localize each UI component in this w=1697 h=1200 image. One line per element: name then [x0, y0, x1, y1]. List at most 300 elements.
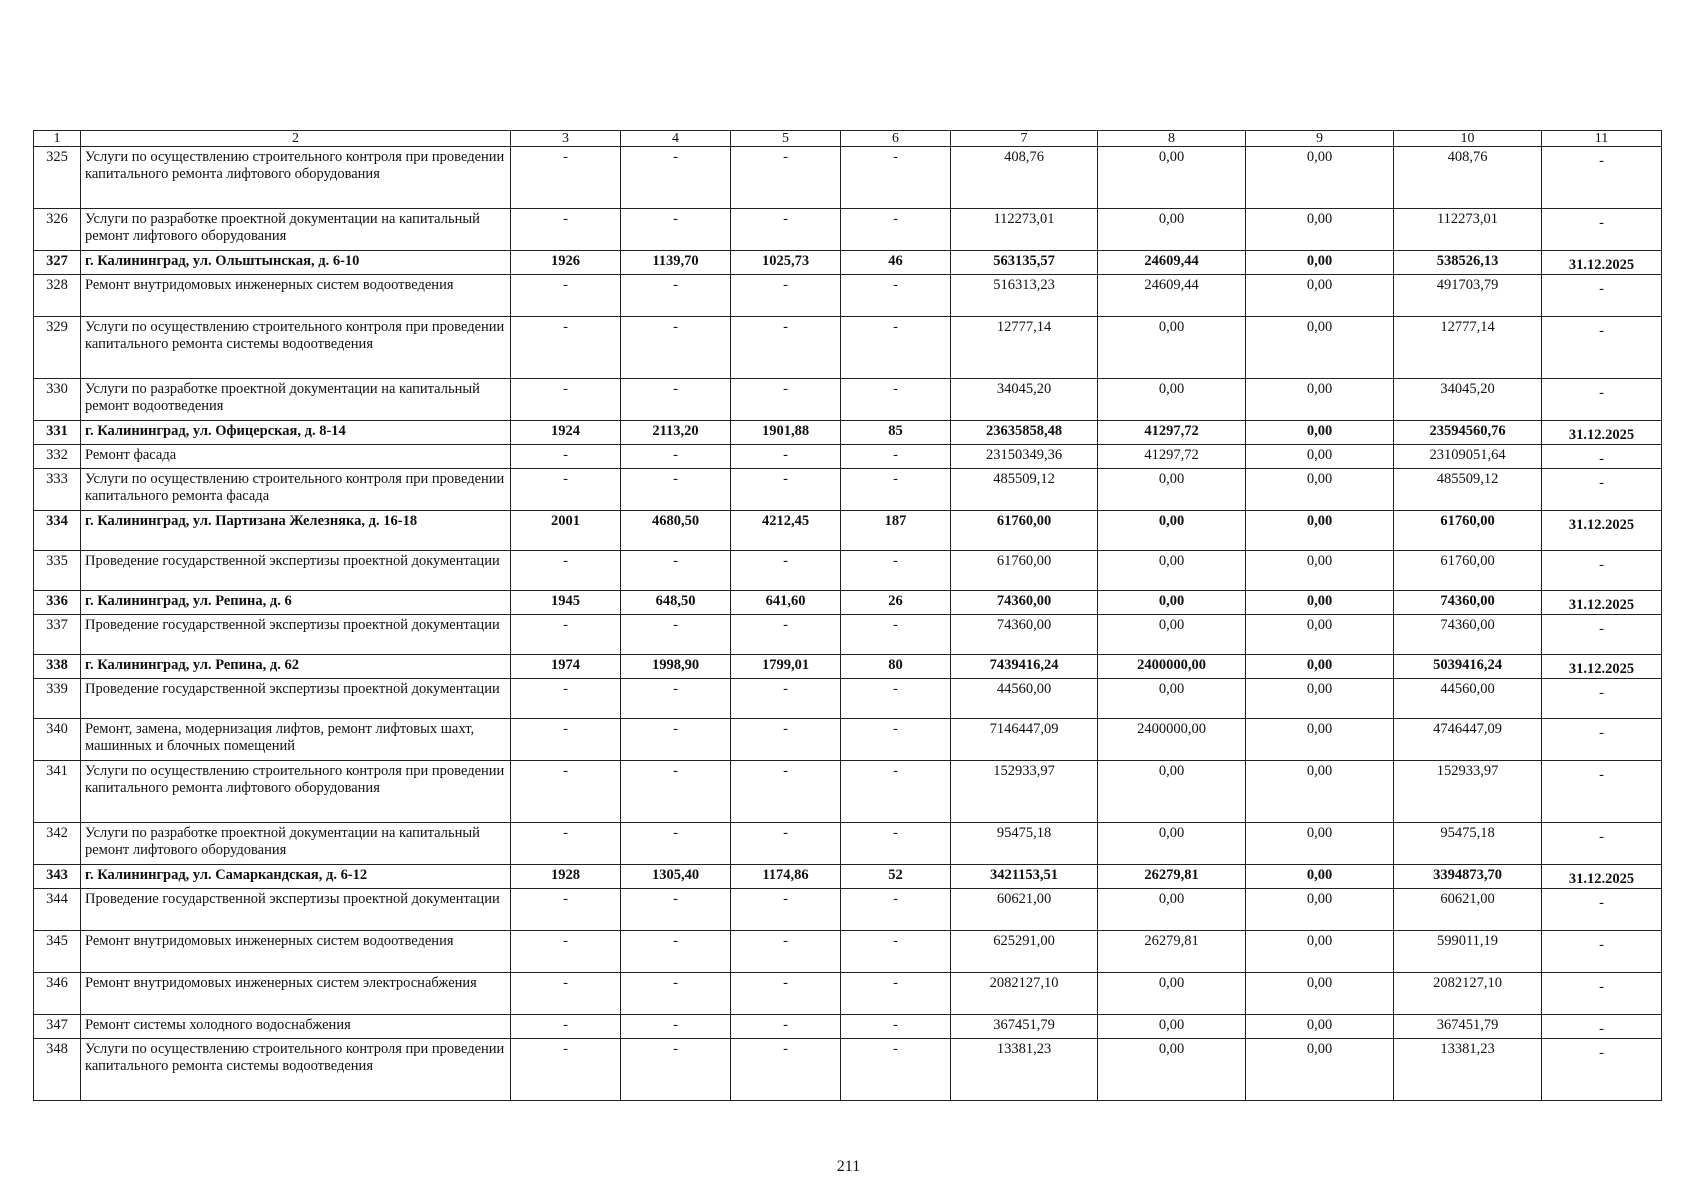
- residents-cell: -: [841, 615, 951, 655]
- living-area-cell: -: [731, 719, 841, 761]
- residents-cell: -: [841, 761, 951, 823]
- table-row: [34, 1015, 1662, 1039]
- residents-cell: -: [841, 719, 951, 761]
- residents-cell: -: [841, 889, 951, 931]
- balance-cell: 152933,97: [1394, 761, 1542, 823]
- column-header: 8: [1098, 131, 1246, 147]
- area-cell: -: [621, 615, 731, 655]
- residents-cell: -: [841, 973, 951, 1015]
- funds-cell: 0,00: [1098, 1015, 1246, 1039]
- other-funds-cell: 0,00: [1246, 973, 1394, 1015]
- deadline-cell: -: [1542, 823, 1662, 865]
- residents-cell: -: [841, 147, 951, 209]
- living-area-cell: -: [731, 147, 841, 209]
- column-header: 2: [81, 131, 511, 147]
- year-cell: -: [511, 679, 621, 719]
- table-row: [34, 551, 1662, 591]
- other-funds-cell: 0,00: [1246, 469, 1394, 511]
- balance-cell: 408,76: [1394, 147, 1542, 209]
- row-number-cell: 325: [34, 147, 81, 209]
- funds-cell: 0,00: [1098, 973, 1246, 1015]
- description-cell: Услуги по разработке проектной документации на капитальный ремонт водоотведения: [81, 379, 511, 421]
- year-cell: -: [511, 469, 621, 511]
- area-cell: 2113,20: [621, 421, 731, 445]
- balance-cell: 34045,20: [1394, 379, 1542, 421]
- funds-cell: 41297,72: [1098, 421, 1246, 445]
- row-number-cell: 348: [34, 1039, 81, 1101]
- table-body: [34, 147, 1662, 1101]
- row-number-cell: 344: [34, 889, 81, 931]
- deadline-cell: -: [1542, 1039, 1662, 1101]
- other-funds-cell: 0,00: [1246, 823, 1394, 865]
- deadline-cell: -: [1542, 147, 1662, 209]
- description-cell: Услуги по осуществлению строительного контроля при проведении капитального ремонта лифтового оборудования: [81, 147, 511, 209]
- row-number-cell: 338: [34, 655, 81, 679]
- total-cost-cell: 23635858,48: [951, 421, 1098, 445]
- deadline-cell: -: [1542, 931, 1662, 973]
- total-cost-cell: 485509,12: [951, 469, 1098, 511]
- row-number-cell: 330: [34, 379, 81, 421]
- area-cell: -: [621, 823, 731, 865]
- table-row: [34, 865, 1662, 889]
- area-cell: 4680,50: [621, 511, 731, 551]
- living-area-cell: -: [731, 1015, 841, 1039]
- deadline-cell: 31.12.2025: [1542, 655, 1662, 679]
- description-cell: Услуги по осуществлению строительного контроля при проведении капитального ремонта фасада: [81, 469, 511, 511]
- other-funds-cell: 0,00: [1246, 679, 1394, 719]
- table-row: [34, 719, 1662, 761]
- column-header: 6: [841, 131, 951, 147]
- other-funds-cell: 0,00: [1246, 209, 1394, 251]
- area-cell: -: [621, 761, 731, 823]
- total-cost-cell: 516313,23: [951, 275, 1098, 317]
- other-funds-cell: 0,00: [1246, 591, 1394, 615]
- funds-cell: 26279,81: [1098, 931, 1246, 973]
- living-area-cell: -: [731, 931, 841, 973]
- residents-cell: -: [841, 469, 951, 511]
- living-area-cell: -: [731, 379, 841, 421]
- funds-cell: 0,00: [1098, 469, 1246, 511]
- funds-cell: 0,00: [1098, 511, 1246, 551]
- row-number-cell: 343: [34, 865, 81, 889]
- table-row: [34, 421, 1662, 445]
- area-cell: -: [621, 445, 731, 469]
- year-cell: 1974: [511, 655, 621, 679]
- living-area-cell: -: [731, 679, 841, 719]
- other-funds-cell: 0,00: [1246, 719, 1394, 761]
- balance-cell: 4746447,09: [1394, 719, 1542, 761]
- funds-cell: 0,00: [1098, 379, 1246, 421]
- other-funds-cell: 0,00: [1246, 421, 1394, 445]
- funds-cell: 24609,44: [1098, 251, 1246, 275]
- deadline-cell: -: [1542, 615, 1662, 655]
- other-funds-cell: 0,00: [1246, 147, 1394, 209]
- living-area-cell: -: [731, 1039, 841, 1101]
- deadline-cell: -: [1542, 973, 1662, 1015]
- total-cost-cell: 367451,79: [951, 1015, 1098, 1039]
- residents-cell: -: [841, 1015, 951, 1039]
- table-row: [34, 511, 1662, 551]
- funds-cell: 0,00: [1098, 889, 1246, 931]
- row-number-cell: 346: [34, 973, 81, 1015]
- table-row: [34, 889, 1662, 931]
- total-cost-cell: 13381,23: [951, 1039, 1098, 1101]
- total-cost-cell: 625291,00: [951, 931, 1098, 973]
- description-cell: Ремонт внутридомовых инженерных систем водоотведения: [81, 931, 511, 973]
- description-cell: Ремонт фасада: [81, 445, 511, 469]
- deadline-cell: -: [1542, 275, 1662, 317]
- row-number-cell: 342: [34, 823, 81, 865]
- total-cost-cell: 7146447,09: [951, 719, 1098, 761]
- year-cell: -: [511, 719, 621, 761]
- funds-cell: 0,00: [1098, 1039, 1246, 1101]
- year-cell: -: [511, 275, 621, 317]
- area-cell: -: [621, 469, 731, 511]
- row-number-cell: 340: [34, 719, 81, 761]
- year-cell: -: [511, 1039, 621, 1101]
- residents-cell: -: [841, 209, 951, 251]
- row-number-cell: 331: [34, 421, 81, 445]
- area-cell: -: [621, 719, 731, 761]
- residents-cell: 26: [841, 591, 951, 615]
- funds-cell: 2400000,00: [1098, 719, 1246, 761]
- table-row: [34, 679, 1662, 719]
- description-cell: Ремонт внутридомовых инженерных систем электроснабжения: [81, 973, 511, 1015]
- funds-cell: 2400000,00: [1098, 655, 1246, 679]
- deadline-cell: -: [1542, 679, 1662, 719]
- table-row: [34, 931, 1662, 973]
- description-cell: Проведение государственной экспертизы проектной документации: [81, 679, 511, 719]
- balance-cell: 13381,23: [1394, 1039, 1542, 1101]
- row-number-cell: 333: [34, 469, 81, 511]
- living-area-cell: 4212,45: [731, 511, 841, 551]
- row-number-cell: 337: [34, 615, 81, 655]
- total-cost-cell: 61760,00: [951, 551, 1098, 591]
- year-cell: -: [511, 317, 621, 379]
- row-number-cell: 335: [34, 551, 81, 591]
- area-cell: -: [621, 147, 731, 209]
- funds-cell: 26279,81: [1098, 865, 1246, 889]
- area-cell: -: [621, 889, 731, 931]
- description-cell: г. Калининград, ул. Самаркандская, д. 6-12: [81, 865, 511, 889]
- description-cell: Услуги по осуществлению строительного контроля при проведении капитального ремонта лифтового оборудования: [81, 761, 511, 823]
- balance-cell: 61760,00: [1394, 551, 1542, 591]
- area-cell: -: [621, 1039, 731, 1101]
- other-funds-cell: 0,00: [1246, 275, 1394, 317]
- year-cell: -: [511, 823, 621, 865]
- column-header: 4: [621, 131, 731, 147]
- year-cell: -: [511, 761, 621, 823]
- document-sheet: [33, 130, 1661, 1101]
- table-row: [34, 591, 1662, 615]
- year-cell: -: [511, 889, 621, 931]
- total-cost-cell: 12777,14: [951, 317, 1098, 379]
- deadline-cell: -: [1542, 719, 1662, 761]
- deadline-cell: 31.12.2025: [1542, 421, 1662, 445]
- description-cell: Ремонт, замена, модернизация лифтов, ремонт лифтовых шахт, машинных и блочных помещений: [81, 719, 511, 761]
- table-row: [34, 275, 1662, 317]
- living-area-cell: 1799,01: [731, 655, 841, 679]
- total-cost-cell: 61760,00: [951, 511, 1098, 551]
- total-cost-cell: 95475,18: [951, 823, 1098, 865]
- table-row: [34, 379, 1662, 421]
- balance-cell: 95475,18: [1394, 823, 1542, 865]
- total-cost-cell: 563135,57: [951, 251, 1098, 275]
- total-cost-cell: 44560,00: [951, 679, 1098, 719]
- area-cell: -: [621, 973, 731, 1015]
- living-area-cell: -: [731, 823, 841, 865]
- balance-cell: 538526,13: [1394, 251, 1542, 275]
- balance-cell: 367451,79: [1394, 1015, 1542, 1039]
- description-cell: Услуги по разработке проектной документации на капитальный ремонт лифтового оборудования: [81, 209, 511, 251]
- total-cost-cell: 60621,00: [951, 889, 1098, 931]
- row-number-cell: 345: [34, 931, 81, 973]
- balance-cell: 491703,79: [1394, 275, 1542, 317]
- living-area-cell: -: [731, 209, 841, 251]
- funds-cell: 24609,44: [1098, 275, 1246, 317]
- other-funds-cell: 0,00: [1246, 551, 1394, 591]
- total-cost-cell: 23150349,36: [951, 445, 1098, 469]
- residents-cell: -: [841, 823, 951, 865]
- table-row: [34, 655, 1662, 679]
- living-area-cell: -: [731, 761, 841, 823]
- deadline-cell: 31.12.2025: [1542, 865, 1662, 889]
- residents-cell: 187: [841, 511, 951, 551]
- residents-cell: -: [841, 275, 951, 317]
- description-cell: г. Калининград, ул. Репина, д. 6: [81, 591, 511, 615]
- deadline-cell: -: [1542, 889, 1662, 931]
- row-number-cell: 327: [34, 251, 81, 275]
- other-funds-cell: 0,00: [1246, 655, 1394, 679]
- description-cell: г. Калининград, ул. Репина, д. 62: [81, 655, 511, 679]
- description-cell: Проведение государственной экспертизы проектной документации: [81, 889, 511, 931]
- area-cell: -: [621, 275, 731, 317]
- funds-cell: 0,00: [1098, 615, 1246, 655]
- living-area-cell: -: [731, 317, 841, 379]
- funds-cell: 0,00: [1098, 317, 1246, 379]
- row-number-cell: 339: [34, 679, 81, 719]
- area-cell: -: [621, 379, 731, 421]
- living-area-cell: 641,60: [731, 591, 841, 615]
- balance-cell: 3394873,70: [1394, 865, 1542, 889]
- total-cost-cell: 74360,00: [951, 615, 1098, 655]
- total-cost-cell: 3421153,51: [951, 865, 1098, 889]
- table-row: [34, 973, 1662, 1015]
- deadline-cell: -: [1542, 1015, 1662, 1039]
- other-funds-cell: 0,00: [1246, 511, 1394, 551]
- area-cell: -: [621, 931, 731, 973]
- year-cell: -: [511, 209, 621, 251]
- living-area-cell: -: [731, 889, 841, 931]
- area-cell: -: [621, 209, 731, 251]
- year-cell: 1945: [511, 591, 621, 615]
- area-cell: 1305,40: [621, 865, 731, 889]
- funds-cell: 0,00: [1098, 761, 1246, 823]
- residents-cell: -: [841, 679, 951, 719]
- year-cell: 1924: [511, 421, 621, 445]
- deadline-cell: -: [1542, 379, 1662, 421]
- year-cell: 1926: [511, 251, 621, 275]
- total-cost-cell: 74360,00: [951, 591, 1098, 615]
- residents-cell: 80: [841, 655, 951, 679]
- year-cell: -: [511, 615, 621, 655]
- year-cell: -: [511, 931, 621, 973]
- total-cost-cell: 34045,20: [951, 379, 1098, 421]
- funds-cell: 0,00: [1098, 209, 1246, 251]
- description-cell: г. Калининград, ул. Партизана Железняка, д. 16-18: [81, 511, 511, 551]
- balance-cell: 112273,01: [1394, 209, 1542, 251]
- row-number-cell: 328: [34, 275, 81, 317]
- other-funds-cell: 0,00: [1246, 889, 1394, 931]
- deadline-cell: 31.12.2025: [1542, 511, 1662, 551]
- living-area-cell: 1174,86: [731, 865, 841, 889]
- funds-cell: 0,00: [1098, 147, 1246, 209]
- living-area-cell: 1025,73: [731, 251, 841, 275]
- area-cell: -: [621, 1015, 731, 1039]
- deadline-cell: -: [1542, 761, 1662, 823]
- row-number-cell: 334: [34, 511, 81, 551]
- living-area-cell: -: [731, 973, 841, 1015]
- residents-cell: -: [841, 379, 951, 421]
- table-row: [34, 317, 1662, 379]
- residents-cell: -: [841, 317, 951, 379]
- year-cell: -: [511, 551, 621, 591]
- residents-cell: -: [841, 551, 951, 591]
- living-area-cell: -: [731, 615, 841, 655]
- living-area-cell: -: [731, 551, 841, 591]
- table-row: [34, 445, 1662, 469]
- balance-cell: 74360,00: [1394, 591, 1542, 615]
- funds-cell: 0,00: [1098, 551, 1246, 591]
- year-cell: -: [511, 1015, 621, 1039]
- data-table: [33, 130, 1662, 1101]
- row-number-cell: 332: [34, 445, 81, 469]
- total-cost-cell: 2082127,10: [951, 973, 1098, 1015]
- balance-cell: 44560,00: [1394, 679, 1542, 719]
- balance-cell: 12777,14: [1394, 317, 1542, 379]
- deadline-cell: 31.12.2025: [1542, 591, 1662, 615]
- table-row: [34, 823, 1662, 865]
- description-cell: г. Калининград, ул. Ольштынская, д. 6-10: [81, 251, 511, 275]
- column-header: 9: [1246, 131, 1394, 147]
- row-number-cell: 326: [34, 209, 81, 251]
- column-header: 5: [731, 131, 841, 147]
- table-row: [34, 209, 1662, 251]
- area-cell: -: [621, 551, 731, 591]
- description-cell: Проведение государственной экспертизы проектной документации: [81, 551, 511, 591]
- balance-cell: 5039416,24: [1394, 655, 1542, 679]
- residents-cell: -: [841, 931, 951, 973]
- description-cell: Проведение государственной экспертизы проектной документации: [81, 615, 511, 655]
- year-cell: -: [511, 379, 621, 421]
- other-funds-cell: 0,00: [1246, 379, 1394, 421]
- deadline-cell: 31.12.2025: [1542, 251, 1662, 275]
- residents-cell: -: [841, 445, 951, 469]
- other-funds-cell: 0,00: [1246, 445, 1394, 469]
- balance-cell: 74360,00: [1394, 615, 1542, 655]
- table-row: [34, 469, 1662, 511]
- balance-cell: 599011,19: [1394, 931, 1542, 973]
- funds-cell: 0,00: [1098, 823, 1246, 865]
- column-header: 11: [1542, 131, 1662, 147]
- total-cost-cell: 408,76: [951, 147, 1098, 209]
- description-cell: г. Калининград, ул. Офицерская, д. 8-14: [81, 421, 511, 445]
- balance-cell: 23109051,64: [1394, 445, 1542, 469]
- description-cell: Ремонт системы холодного водоснабжения: [81, 1015, 511, 1039]
- table-row: [34, 761, 1662, 823]
- other-funds-cell: 0,00: [1246, 865, 1394, 889]
- description-cell: Ремонт внутридомовых инженерных систем водоотведения: [81, 275, 511, 317]
- balance-cell: 485509,12: [1394, 469, 1542, 511]
- row-number-cell: 347: [34, 1015, 81, 1039]
- deadline-cell: -: [1542, 209, 1662, 251]
- funds-cell: 0,00: [1098, 679, 1246, 719]
- other-funds-cell: 0,00: [1246, 615, 1394, 655]
- deadline-cell: -: [1542, 469, 1662, 511]
- area-cell: 648,50: [621, 591, 731, 615]
- table-row: [34, 251, 1662, 275]
- year-cell: 2001: [511, 511, 621, 551]
- residents-cell: -: [841, 1039, 951, 1101]
- funds-cell: 41297,72: [1098, 445, 1246, 469]
- other-funds-cell: 0,00: [1246, 1015, 1394, 1039]
- row-number-cell: 336: [34, 591, 81, 615]
- residents-cell: 46: [841, 251, 951, 275]
- deadline-cell: -: [1542, 317, 1662, 379]
- living-area-cell: -: [731, 469, 841, 511]
- year-cell: -: [511, 147, 621, 209]
- area-cell: -: [621, 317, 731, 379]
- other-funds-cell: 0,00: [1246, 931, 1394, 973]
- column-header: 10: [1394, 131, 1542, 147]
- other-funds-cell: 0,00: [1246, 317, 1394, 379]
- other-funds-cell: 0,00: [1246, 251, 1394, 275]
- balance-cell: 23594560,76: [1394, 421, 1542, 445]
- description-cell: Услуги по разработке проектной документации на капитальный ремонт лифтового оборудования: [81, 823, 511, 865]
- deadline-cell: -: [1542, 551, 1662, 591]
- row-number-cell: 329: [34, 317, 81, 379]
- other-funds-cell: 0,00: [1246, 1039, 1394, 1101]
- living-area-cell: 1901,88: [731, 421, 841, 445]
- column-header: 3: [511, 131, 621, 147]
- balance-cell: 61760,00: [1394, 511, 1542, 551]
- column-header: 1: [34, 131, 81, 147]
- column-header: 7: [951, 131, 1098, 147]
- funds-cell: 0,00: [1098, 591, 1246, 615]
- total-cost-cell: 152933,97: [951, 761, 1098, 823]
- table-row: [34, 1039, 1662, 1101]
- description-cell: Услуги по осуществлению строительного контроля при проведении капитального ремонта системы водоотведения: [81, 317, 511, 379]
- year-cell: -: [511, 973, 621, 1015]
- page-number: 211: [836, 1158, 861, 1175]
- residents-cell: 52: [841, 865, 951, 889]
- total-cost-cell: 7439416,24: [951, 655, 1098, 679]
- other-funds-cell: 0,00: [1246, 761, 1394, 823]
- area-cell: 1139,70: [621, 251, 731, 275]
- row-number-cell: 341: [34, 761, 81, 823]
- header-row: [34, 131, 1662, 147]
- living-area-cell: -: [731, 445, 841, 469]
- area-cell: 1998,90: [621, 655, 731, 679]
- description-cell: Услуги по осуществлению строительного контроля при проведении капитального ремонта системы водоотведения: [81, 1039, 511, 1101]
- residents-cell: 85: [841, 421, 951, 445]
- balance-cell: 60621,00: [1394, 889, 1542, 931]
- year-cell: 1928: [511, 865, 621, 889]
- year-cell: -: [511, 445, 621, 469]
- area-cell: -: [621, 679, 731, 719]
- total-cost-cell: 112273,01: [951, 209, 1098, 251]
- deadline-cell: -: [1542, 445, 1662, 469]
